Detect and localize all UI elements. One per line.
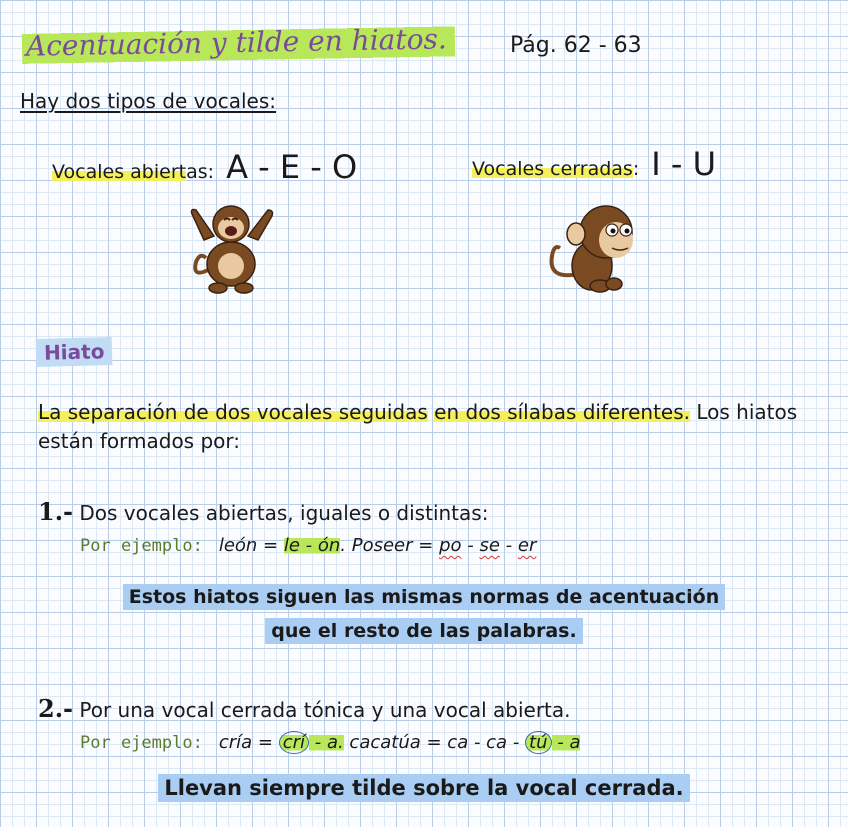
definition-highlight: La separación de dos vocales seguidas [38, 400, 428, 424]
closed-vowels-letters: I - U [651, 145, 717, 183]
syllable-a: - a. [309, 732, 344, 753]
case-2-example-label: Por ejemplo: [80, 733, 203, 753]
syllable-po: po [439, 535, 462, 556]
case-1-text: Dos vocales abiertas, iguales o distintas: [73, 501, 489, 525]
case-2-rule [0, 776, 848, 800]
case-2-number: 2.- [38, 694, 74, 723]
example-leon-syllables: le - ón [283, 535, 341, 556]
vowels-heading: Hay dos tipos de vocales: [20, 89, 277, 113]
sitting-monkey-icon [544, 198, 648, 298]
case-1-rule-line-1: Estos hiatos siguen las mismas normas de acentuación [123, 584, 726, 610]
excited-monkey-icon [186, 200, 276, 296]
hiato-definition [38, 398, 828, 456]
case-2 [38, 694, 571, 723]
example-cacatua: cacatúa = ca - ca - [343, 732, 526, 753]
example-cria: cría = [218, 732, 279, 753]
case-1-rule-line-2: que el resto de las palabras. [265, 618, 582, 644]
syllable-tu-circled: tú [525, 731, 551, 754]
case-1-rule [0, 580, 848, 648]
syllable-er: er [517, 535, 537, 556]
page-reference: Pág. 62 - 63 [510, 33, 642, 58]
definition-highlight-2: en dos sílabas diferentes. [434, 400, 691, 424]
separator: - [461, 535, 480, 556]
case-2-example [80, 732, 580, 753]
hiato-section-title: Hiato [36, 337, 113, 367]
closed-vowels-colon: : [632, 158, 640, 180]
case-1-number: 1.- [38, 497, 74, 526]
case-2-rule-text: Llevan siempre tilde sobre la vocal cerrada. [158, 774, 689, 802]
syllable-se: se [479, 535, 500, 556]
separator: - [499, 535, 518, 556]
open-vowels [52, 148, 357, 186]
syllable-a-final: - a [551, 732, 581, 753]
syllable-cri-circled: crí [279, 731, 309, 754]
example-poseer: . Poseer = [340, 535, 440, 556]
case-1-example-label: Por ejemplo: [80, 536, 203, 556]
case-1 [38, 497, 488, 526]
case-1-example [80, 535, 536, 556]
open-vowels-letters: A - E - O [226, 148, 358, 186]
open-vowels-label: Vocales abiert [52, 161, 187, 183]
page-title: Acentuación y tilde en hiatos. [22, 20, 455, 69]
case-2-text: Por una vocal cerrada tónica y una vocal abierta. [73, 698, 571, 722]
open-vowels-label-rest: as: [186, 161, 215, 183]
closed-vowels [472, 145, 716, 183]
example-leon: león = [218, 535, 284, 556]
closed-vowels-label: Vocales cerradas [472, 158, 633, 180]
definition-rest: Los hiatos están formados por: [38, 400, 798, 453]
